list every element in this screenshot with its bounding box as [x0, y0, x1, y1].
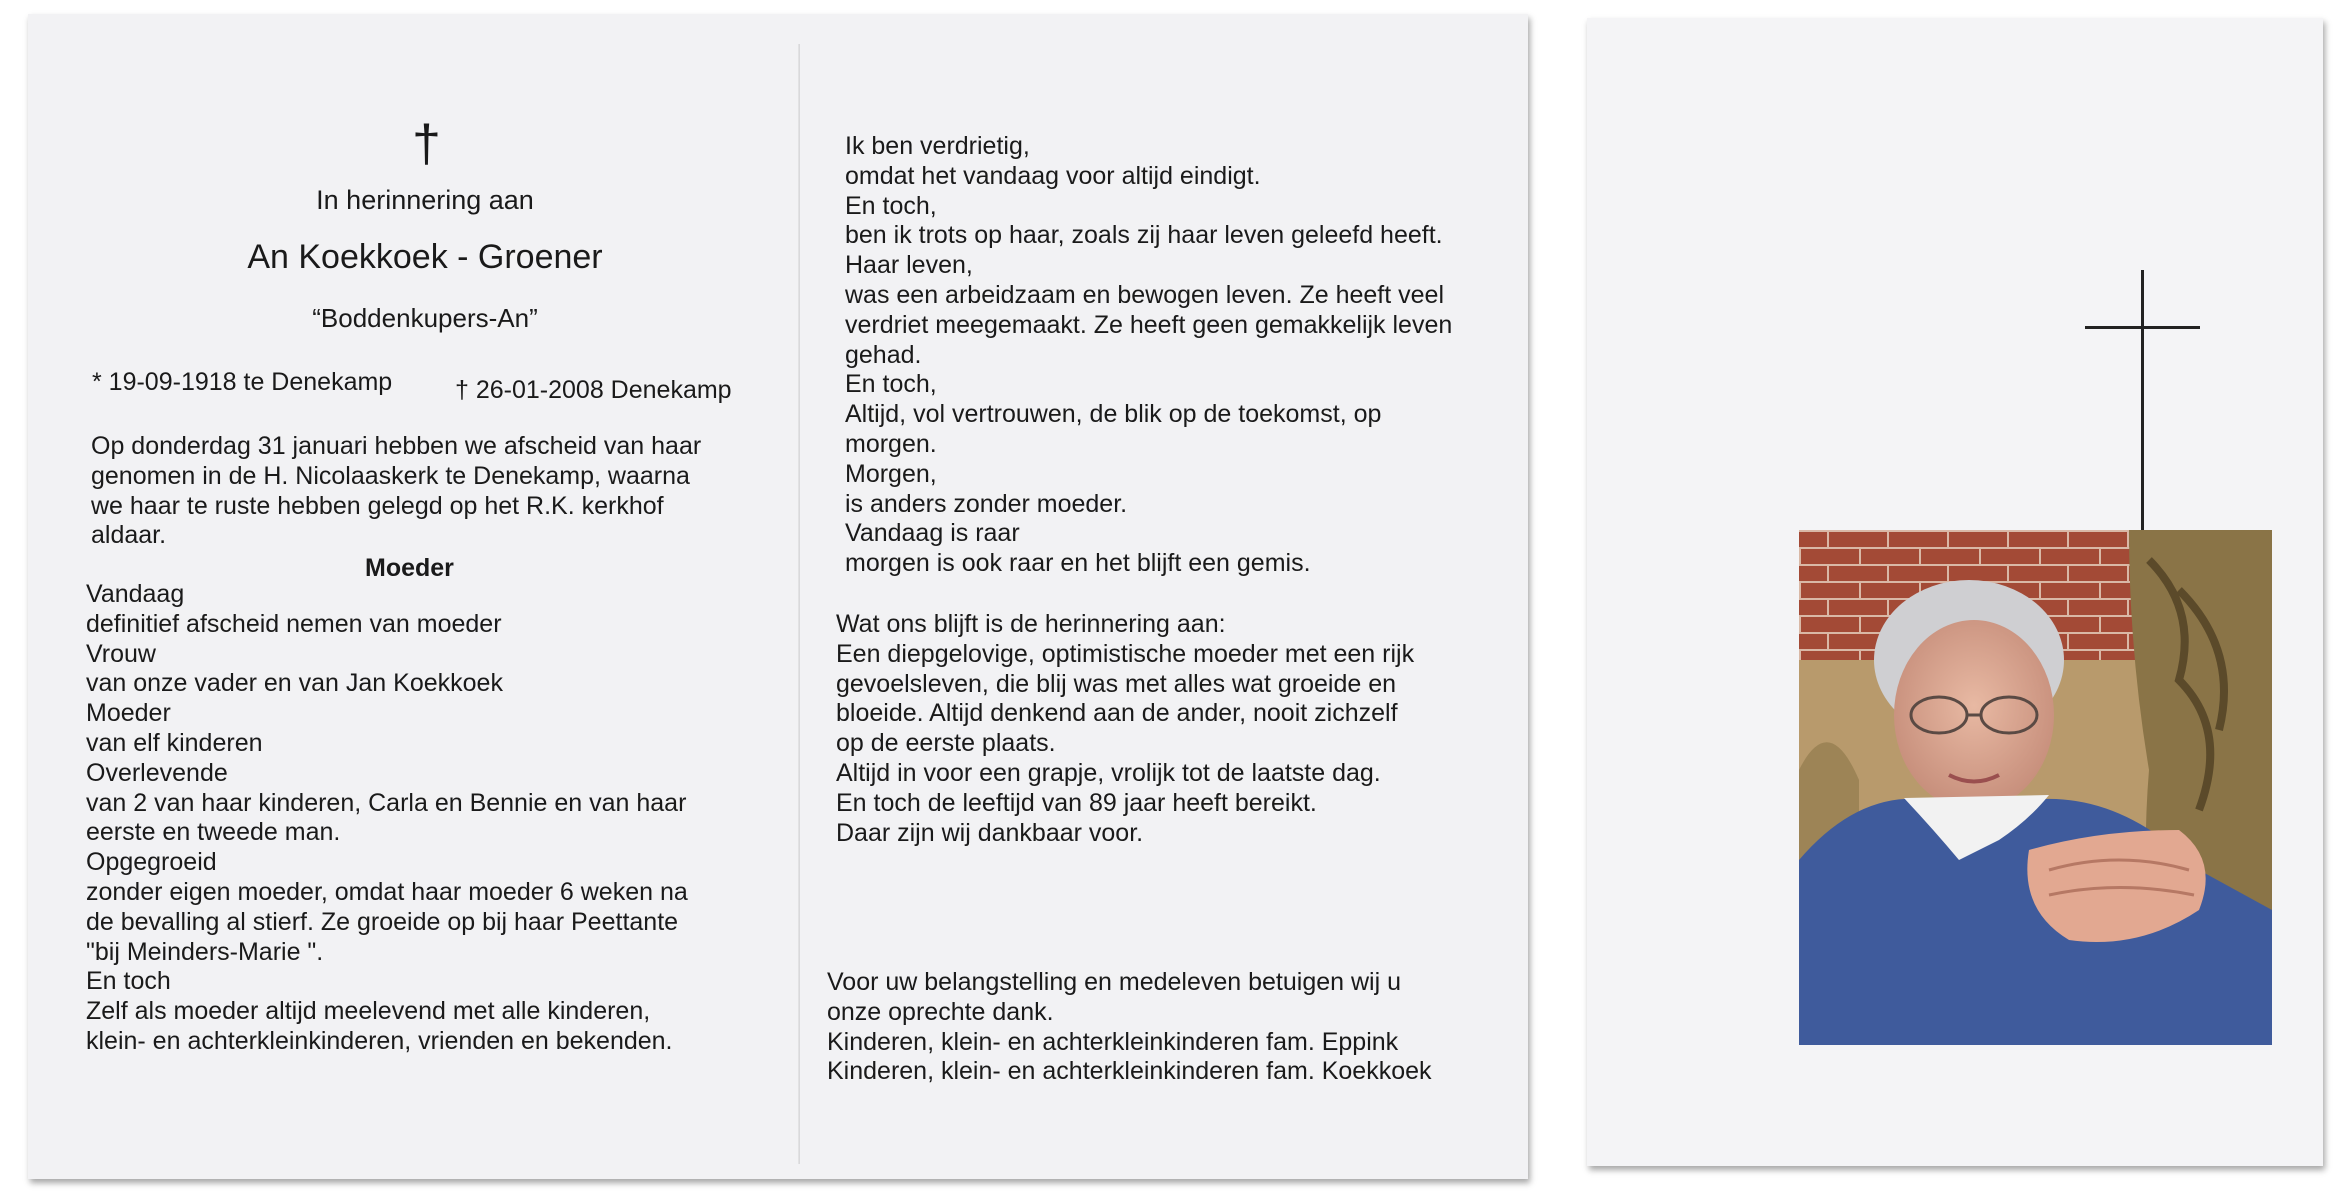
thanks-line: Kinderen, klein- en achterkleinkinderen fam. Koekkoek: [827, 1057, 1432, 1086]
poem-line: verdriet meegemaakt. Ze heeft geen gemakkelijk leven: [845, 310, 1453, 339]
poem-line: morgen.: [845, 429, 937, 458]
poem-title: Moeder: [365, 554, 454, 582]
poem-line: morgen is ook raar en het blijft een gemis.: [845, 549, 1311, 578]
poem-line: Altijd, vol vertrouwen, de blik op de toekomst, op: [845, 400, 1382, 429]
memory-line: bloeide. Altijd denkend aan de ander, nooit zichzelf: [836, 699, 1398, 728]
poem-line: Vrouw: [86, 639, 156, 668]
memory-line: Een diepgelovige, optimistische moeder met een rijk: [836, 639, 1415, 668]
poem-line: is anders zonder moeder.: [845, 489, 1128, 518]
poem-line: Moeder: [86, 699, 171, 728]
funeral-paragraph: [91, 432, 741, 551]
cross-icon-bar: [2085, 326, 2200, 329]
poem-line: ben ik trots op haar, zoals zij haar leven geleefd heeft.: [845, 221, 1443, 250]
paragraph-line: genomen in de H. Nicolaaskerk te Denekamp, waarna: [91, 461, 690, 490]
poem-line: was een arbeidzaam en bewogen leven. Ze heeft veel: [845, 280, 1444, 309]
paragraph-line: aldaar.: [91, 521, 167, 550]
thanks-line: onze oprechte dank.: [827, 997, 1054, 1026]
thanks-paragraph: [827, 968, 1477, 1087]
poem-line: Vandaag: [86, 580, 185, 608]
poem-line: Ik ben verdrietig,: [845, 132, 1030, 160]
poem-line: Haar leven,: [845, 251, 973, 280]
poem-line: gehad.: [845, 340, 922, 369]
memory-line: Daar zijn wij dankbaar voor.: [836, 818, 1144, 847]
card-fold: [798, 44, 800, 1164]
memory-paragraph: [836, 610, 1476, 848]
poem-line: eerste en tweede man.: [86, 818, 341, 847]
memory-line: op de eerste plaats.: [836, 729, 1056, 758]
paragraph-line: Op donderdag 31 januari hebben we afscheid van haar: [91, 432, 702, 460]
poem-line: van 2 van haar kinderen, Carla en Bennie en van haar: [86, 788, 687, 817]
poem-line: zonder eigen moeder, omdat haar moeder 6 weken na: [86, 877, 688, 906]
poem-line: Vandaag is raar: [845, 519, 1020, 548]
memory-line: En toch de leeftijd van 89 jaar heeft bereikt.: [836, 788, 1317, 817]
poem-line: "bij Meinders-Marie ".: [86, 937, 324, 966]
poem-line: van elf kinderen: [86, 728, 263, 757]
paragraph-line: we haar te ruste hebben gelegd op het R.K. kerkhof: [91, 491, 664, 520]
portrait-photo: [1799, 530, 2272, 1045]
thanks-line: Kinderen, klein- en achterkleinkinderen fam. Eppink: [827, 1027, 1399, 1056]
poem-line: omdat het vandaag voor altijd eindigt.: [845, 161, 1261, 190]
birth-date: * 19-09-1918 te Denekamp: [92, 368, 393, 396]
poem-line: Overlevende: [86, 758, 228, 787]
intro-text: In herinnering aan: [316, 185, 534, 215]
memory-line: Altijd in voor een grapje, vrolijk tot de laatste dag.: [836, 758, 1381, 787]
mother-poem: [86, 580, 746, 1057]
memory-line: gevoelsleven, die blij was met alles wat groeide en: [836, 669, 1397, 698]
cross-symbol: †: [412, 115, 441, 173]
poem-line: klein- en achterkleinkinderen, vrienden en bekenden.: [86, 1026, 673, 1055]
death-date: † 26-01-2008 Denekamp: [455, 376, 732, 404]
sorrow-poem: [845, 132, 1485, 579]
poem-line: Zelf als moeder altijd meelevend met alle kinderen,: [86, 997, 651, 1026]
nickname: “Boddenkupers-An”: [312, 303, 538, 333]
poem-line: Morgen,: [845, 459, 937, 488]
poem-line: En toch,: [845, 370, 937, 399]
poem-line: definitief afscheid nemen van moeder: [86, 609, 502, 638]
memory-line: Wat ons blijft is de herinnering aan:: [836, 610, 1226, 638]
poem-line: Opgegroeid: [86, 848, 217, 877]
thanks-line: Voor uw belangstelling en medeleven betuigen wij u: [827, 968, 1401, 996]
deceased-name: An Koekkoek - Groener: [247, 238, 603, 276]
poem-line: En toch,: [845, 191, 937, 220]
poem-line: van onze vader en van Jan Koekkoek: [86, 669, 503, 698]
poem-line: En toch: [86, 967, 171, 996]
poem-line: de bevalling al stierf. Ze groeide op bij haar Peettante: [86, 907, 679, 936]
